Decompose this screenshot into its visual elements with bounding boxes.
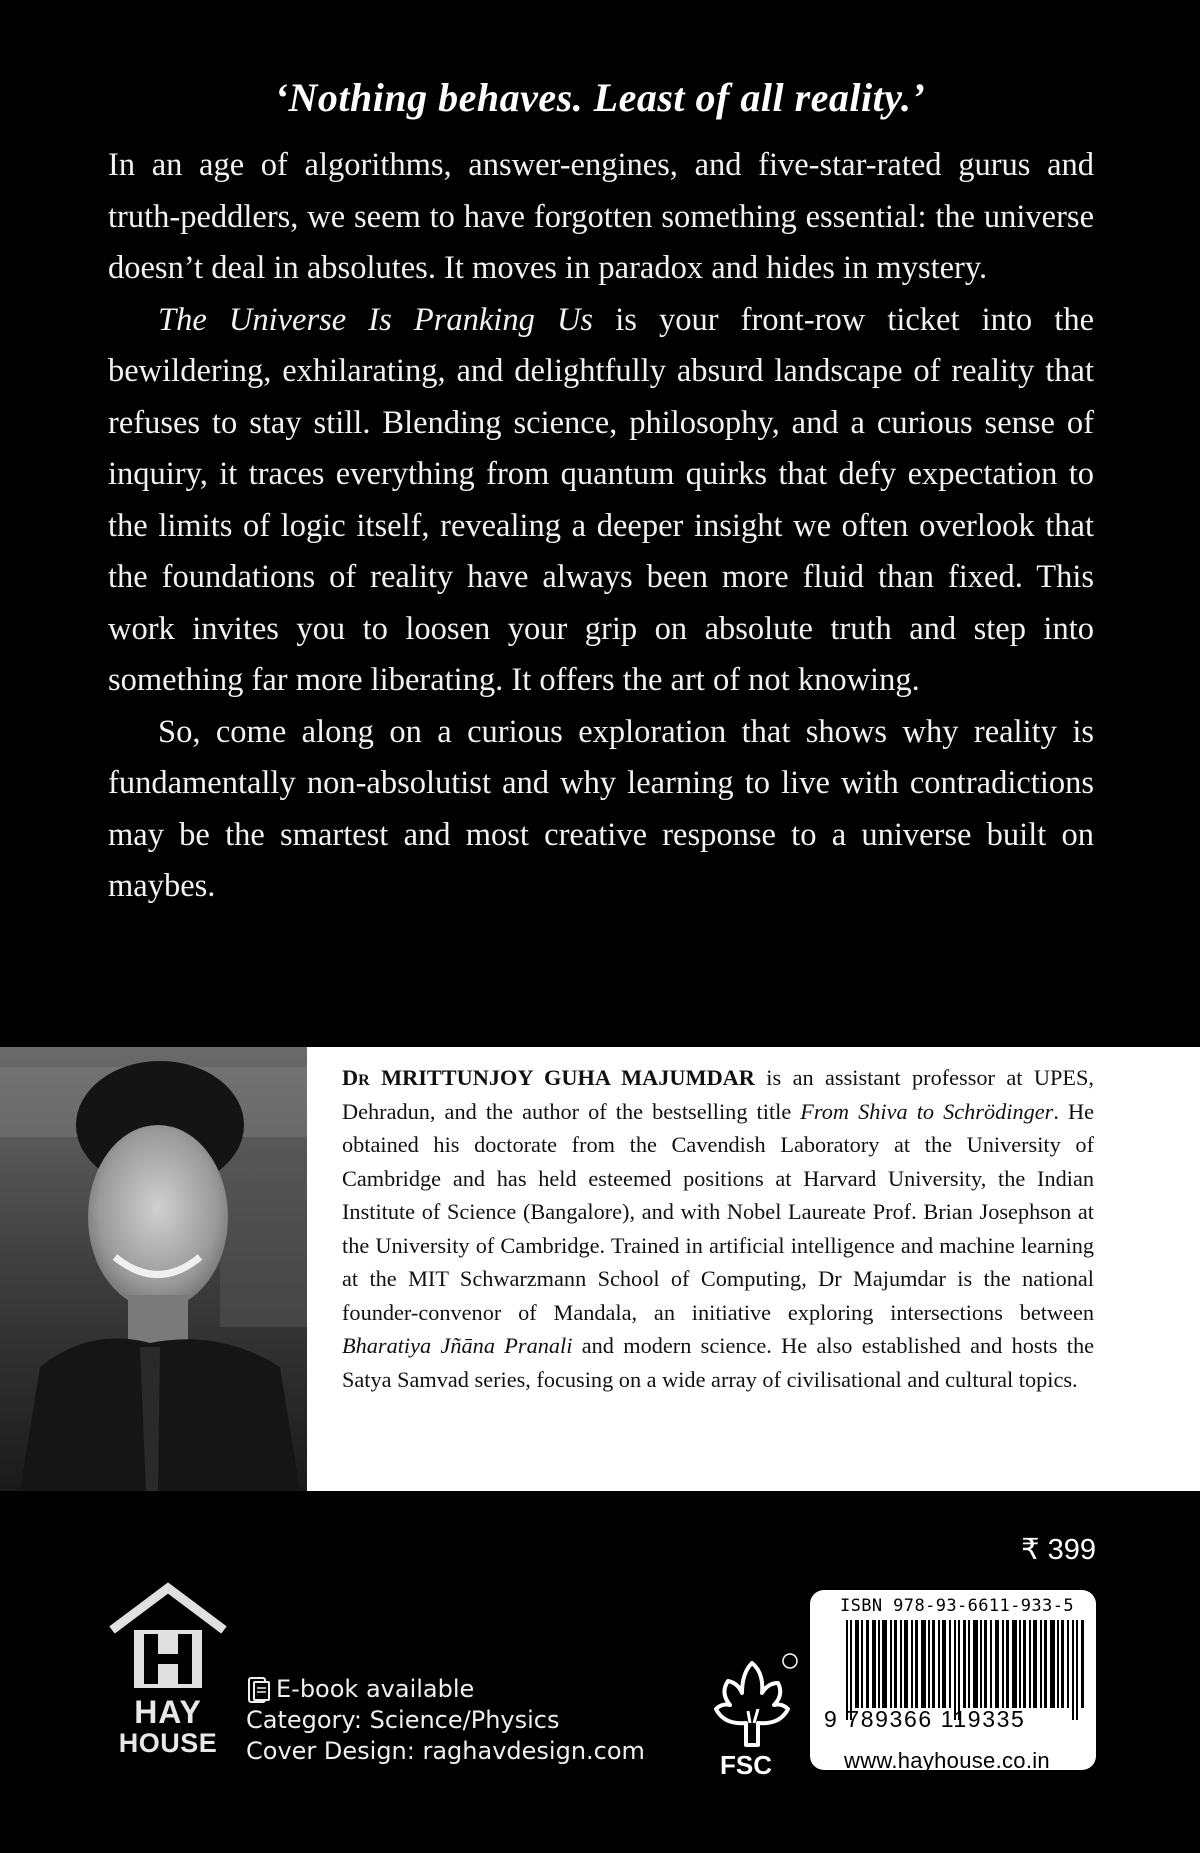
barcode-icon xyxy=(846,1620,1086,1720)
book-title: The Universe Is Pranking Us xyxy=(158,301,594,338)
bio-term: Bharatiya Jñāna Pranali xyxy=(342,1333,573,1358)
price: ₹ 399 xyxy=(1021,1534,1096,1566)
cover-design-text: Cover Design: raghavdesign.com xyxy=(246,1737,645,1765)
bio-part-2: . He obtained his doctorate from the Cavendish Laboratory at the University of Cambridge and has held esteemed positions at Harvard University, the Indian Institute of Science (Bangalore), and with Nobel Laureate Prof. Brian Josephson at the University of Cambridge. Trained in artificial intelligence and machine learning at the MIT Schwarzmann School of Computing, Dr Majumdar is the national founder-convenor of Mandala, an initiative exploring intersections between xyxy=(342,1098,1094,1325)
previous-book-title: From Shiva to Schrödinger xyxy=(800,1098,1054,1124)
ebook-icon xyxy=(246,1676,272,1704)
blurb-paragraph-1: In an age of algorithms, answer-engines, and five-star-rated gurus and truth-peddlers, we seem to have forgotten something essential: the universe doesn’t deal in absolutes. It moves in paradox and hides in mystery. xyxy=(108,147,1094,286)
author-name: MRITTUNJOY GUHA MAJUMDAR xyxy=(381,1065,755,1090)
author-bio xyxy=(342,1061,1094,1396)
author-section xyxy=(0,1047,1200,1491)
ebook-text: E-book available xyxy=(276,1675,475,1703)
barcode-digits: 9 789366 119335 xyxy=(824,1706,1026,1732)
tagline: ‘Nothing behaves. Least of all reality.’ xyxy=(274,75,926,120)
logo-word-hay: HAY xyxy=(134,1694,202,1730)
isbn: ISBN 978-93-6611-933-5 xyxy=(840,1596,1074,1616)
bio-part-1: is an assistant professor at UPES, Dehradun, and the author of the bestselling title xyxy=(342,1065,1094,1124)
fsc-label: FSC xyxy=(720,1750,772,1780)
blurb-paragraph-2-text: is your front-row ticket into the bewildering, exhilarating, and delightfully absurd landscape of reality that refuses to stay still. Blending science, philosophy, and a curious sense of inquiry, it traces everything from quantum quirks that defy expectation to the limits of logic itself, revealing a deeper insight we often overlook that the foundations of reality have always been more fluid than fixed. This work invites you to loosen your grip on absolute truth and step into something far more liberating. It offers the art of not knowing. xyxy=(108,301,1094,698)
blurb-paragraph-3: So, come along on a curious exploration that shows why reality is fundamentally non-absolutist and why learning to live with contradictions may be the smartest and most creative response to a universe built on maybes. xyxy=(108,713,1094,904)
author-photo xyxy=(0,1047,307,1491)
author-honorific: Dr xyxy=(342,1065,370,1090)
ebook-row xyxy=(246,1674,645,1705)
publisher-url: www.hayhouse.co.in xyxy=(844,1748,1050,1773)
author-bio-text xyxy=(342,1061,1094,1396)
blurb xyxy=(108,140,1094,913)
publication-info xyxy=(246,1674,645,1767)
category-text: Category: Science/Physics xyxy=(246,1706,560,1734)
logo-word-house: HOUSE xyxy=(118,1728,218,1758)
bio-part-3: and modern science. He also established and hosts the Satya Samvad series, focusing on a wide array of civilisational and cultural topics. xyxy=(342,1333,1095,1392)
barcode-block xyxy=(810,1590,1096,1770)
blurb-paragraph-2 xyxy=(108,295,1094,707)
